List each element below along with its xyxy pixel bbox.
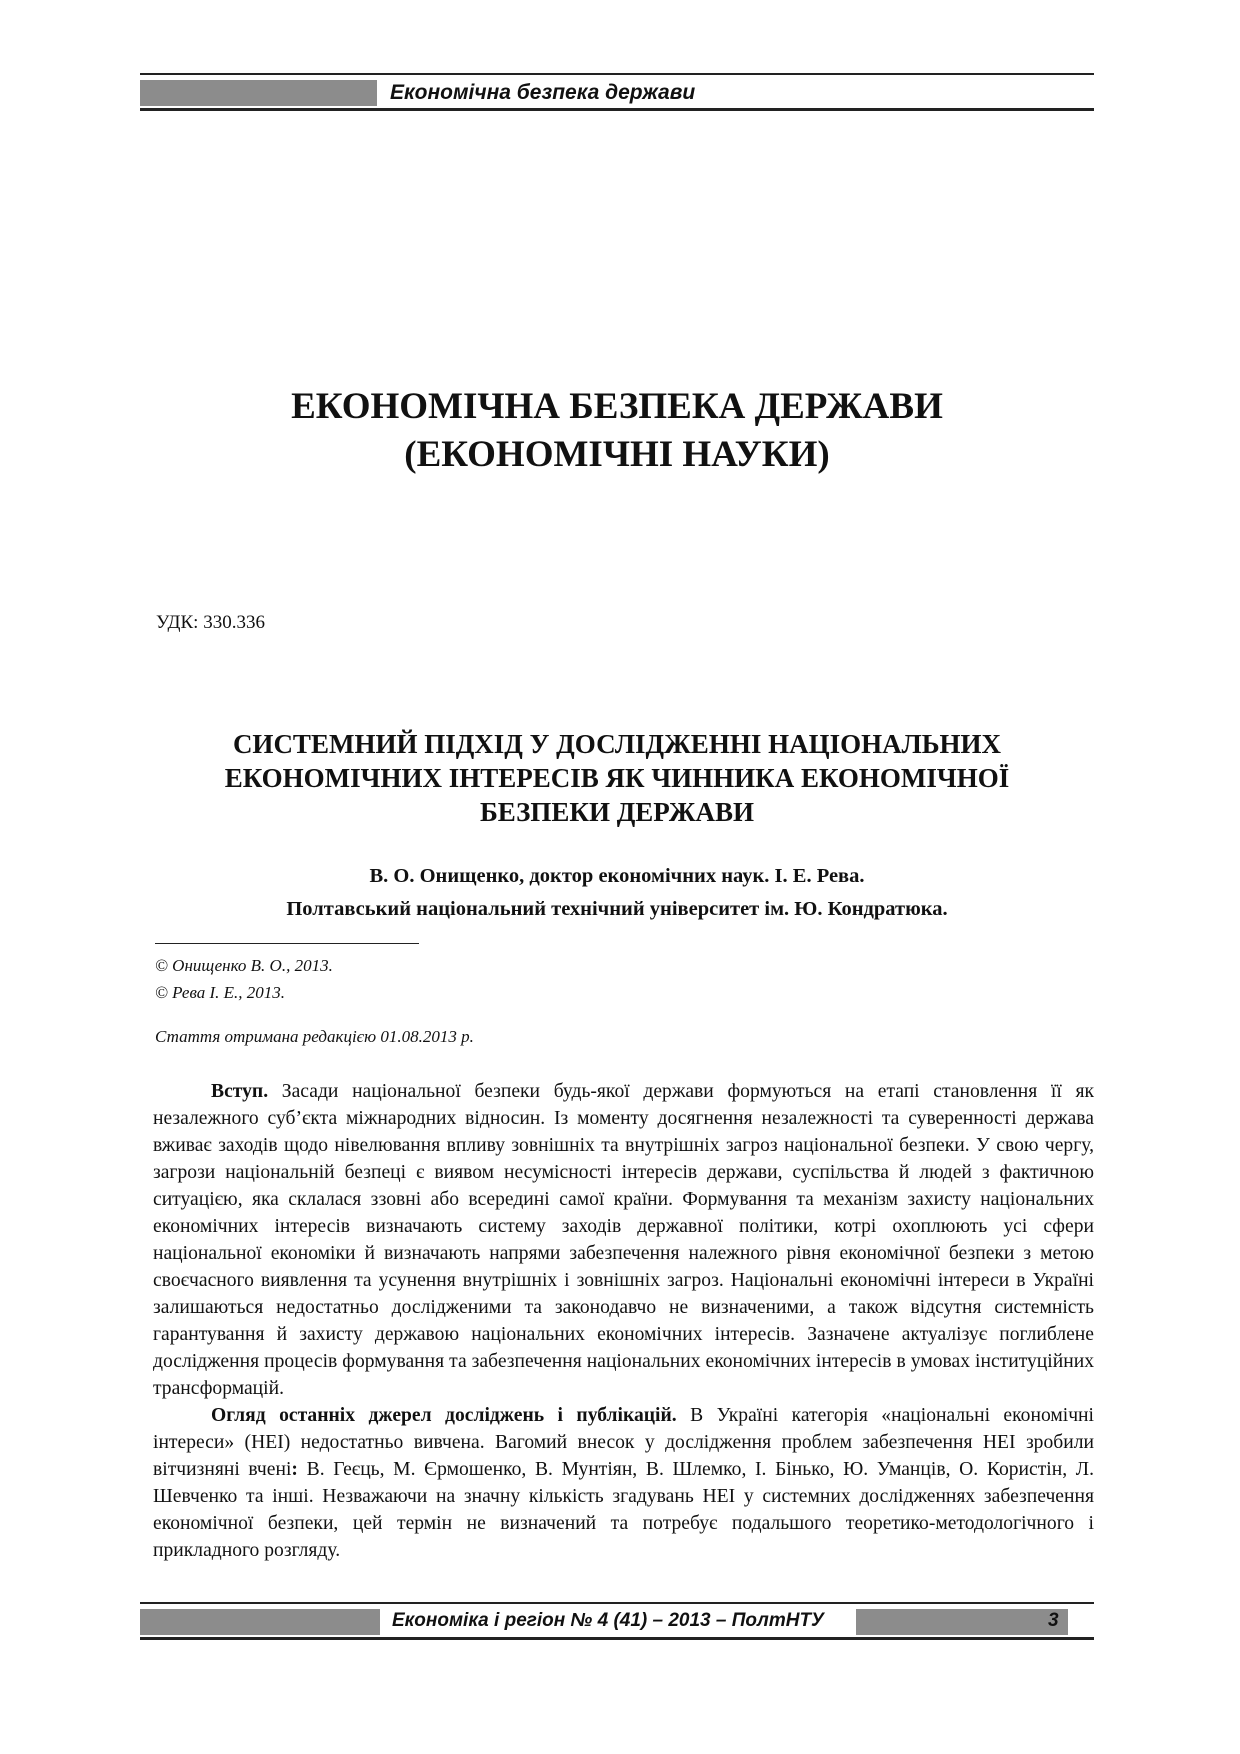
authors-line: В. О. Онищенко, доктор економічних наук. І. Е. Рева. <box>369 865 865 887</box>
footer-grey-bar-left <box>140 1609 380 1635</box>
copyright-note: © Рева І. Е., 2013. <box>155 983 286 1002</box>
section-title-line1: ЕКОНОМІЧНА БЕЗПЕКА ДЕРЖАВИ <box>291 386 943 427</box>
copyright-notes <box>155 952 333 1006</box>
review-text-cont: В. Геєць, М. Єрмошенко, В. Мунтіян, В. Шлемко, І. Бінько, Ю. Уманців, О. Користін, Л. Шевченко та інші. Незважаючи на значну кількість згадувань НЕІ у системних дослідженнях забезпечення економічної безпеки, цей термін не визначений та потребує подальшого теоретико-методологічного і прикладного розгляду. <box>153 1459 1094 1561</box>
footer-grey-bar-right <box>856 1609 1068 1635</box>
footer-bottom-rule <box>140 1637 1094 1640</box>
article-title <box>140 727 1094 829</box>
header-top-rule <box>140 73 1094 75</box>
received-date: Стаття отримана редакцією 01.08.2013 р. <box>155 1027 474 1046</box>
footer-top-rule <box>140 1602 1094 1604</box>
affiliation-line: Полтавський національний технічний університет ім. Ю. Кондратюка. <box>286 898 948 920</box>
article-title-line: ЕКОНОМІЧНИХ ІНТЕРЕСІВ ЯК ЧИННИКА ЕКОНОМІЧНОЇ <box>224 763 1010 793</box>
intro-heading: Вступ. <box>211 1081 269 1102</box>
page-number: 3 <box>1048 1610 1059 1631</box>
article-body <box>153 1078 1094 1564</box>
header-bottom-rule <box>140 108 1094 111</box>
review-heading: Огляд останніх джерел досліджень і публікацій. <box>211 1405 677 1426</box>
running-footer <box>140 1609 1094 1635</box>
footnote-rule <box>155 943 419 944</box>
article-title-line: БЕЗПЕКИ ДЕРЖАВИ <box>479 797 755 827</box>
section-title-line2: (ЕКОНОМІЧНІ НАУКИ) <box>404 434 830 475</box>
review-text: В Україні категорія «національні економічні інтереси» (НЕІ) недостатньо вивчена. Вагомий внесок у дослідження проблем забезпечення НЕІ зробили вітчизняні вчені <box>153 1405 1094 1480</box>
header-grey-bar <box>140 80 377 106</box>
journal-name: Економіка і регіон № 4 (41) – 2013 – ПолтНТУ <box>392 1610 824 1631</box>
authors-block <box>140 860 1094 926</box>
intro-text: Засади національної безпеки будь-якої держави формуються на етапі становлення її як незалежного суб’єкта міжнародних відносин. Із моменту досягнення незалежності та суверенності держава вживає заходів щодо нівелювання впливу зовнішніх та внутрішніх загроз національної безпеки. У свою чергу, загрози національній безпеці є виявом несумісності інтересів держави, суспільства й людей з фактичною ситуацією, яка склалася ззовні або всередині самої країни. Формування та механізм захисту національних економічних інтересів визначають систему заходів державної політики, котрі охоплюють усі сфери національної економіки й визначають напрями забезпечення належного рівня економічної безпеки з метою своєчасного виявлення та усунення внутрішніх і зовнішніх загроз. Національні економічні інтереси в Україні залишаються недостатньо дослідженими та законодавчо не визначеними, а також відсутня системність гарантування й захисту державою національних економічних інтересів. Зазначене актуалізує поглиблене дослідження процесів формування та забезпечення національних економічних інтересів в умовах інституційних трансформацій. <box>153 1081 1094 1399</box>
section-title <box>140 383 1094 479</box>
review-paragraph <box>153 1402 1094 1564</box>
udk-code: УДК: 330.336 <box>156 612 265 633</box>
article-title-line: СИСТЕМНИЙ ПІДХІД У ДОСЛІДЖЕННІ НАЦІОНАЛЬНИХ <box>232 729 1002 759</box>
running-header-title: Економічна безпека держави <box>390 81 696 104</box>
intro-paragraph <box>153 1078 1094 1402</box>
review-colon: : <box>291 1459 298 1480</box>
copyright-note: © Онищенко В. О., 2013. <box>155 956 333 975</box>
running-header <box>140 80 1094 106</box>
